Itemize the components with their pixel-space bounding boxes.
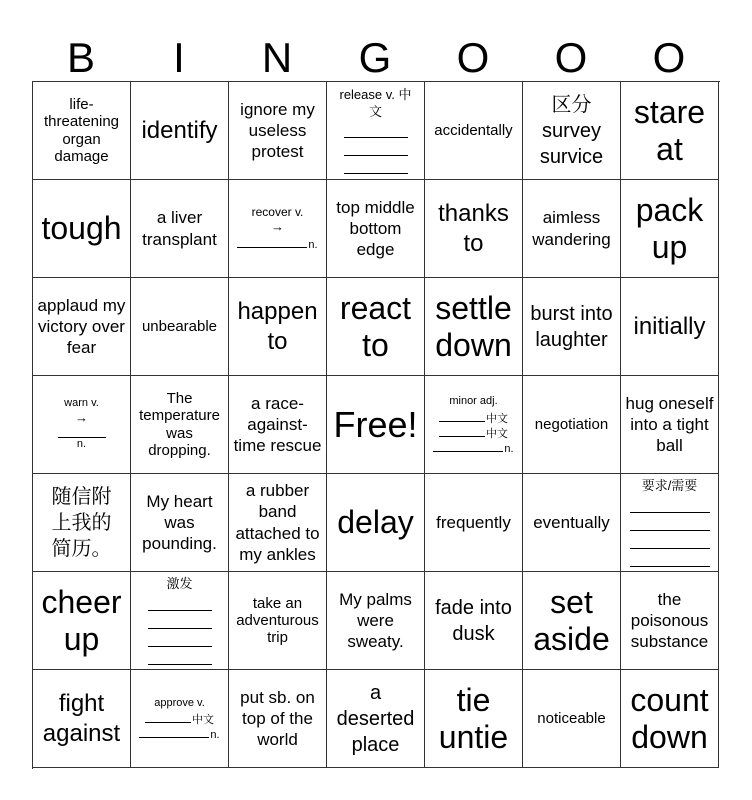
cell-text: a rubber band attached to my ankles <box>235 481 320 564</box>
arrow-icon: → <box>75 409 88 425</box>
cell-text: thanks to <box>438 199 509 257</box>
bingo-cell[interactable] <box>621 572 719 670</box>
bingo-cell[interactable] <box>131 474 229 572</box>
cell-text: accidentally <box>434 121 513 139</box>
bingo-cell[interactable] <box>229 82 327 180</box>
bingo-cell[interactable] <box>523 82 621 180</box>
cell-text: pack up <box>635 191 704 265</box>
cell-text: negotiation <box>534 415 609 433</box>
bingo-cell[interactable] <box>523 670 621 768</box>
cell-text: My heart was pounding. <box>142 491 217 554</box>
cell-text: burst into laughter <box>530 302 613 351</box>
bingo-cell[interactable] <box>131 572 229 670</box>
bingo-cell[interactable] <box>33 376 131 474</box>
bingo-cell[interactable] <box>621 180 719 278</box>
cell-text: Free! <box>333 403 418 445</box>
blank-line <box>439 409 485 422</box>
cell-text: noticeable <box>537 709 606 727</box>
blank-line <box>433 439 503 452</box>
blank-line <box>148 629 212 647</box>
blank-row <box>433 439 513 454</box>
header-letter-7: O <box>652 34 686 81</box>
bingo-cell[interactable] <box>425 180 523 278</box>
bingo-cell[interactable] <box>229 376 327 474</box>
cell-text: happen to <box>237 297 318 355</box>
bingo-cell[interactable] <box>621 670 719 768</box>
bingo-cell[interactable] <box>131 180 229 278</box>
blank-line <box>145 710 191 723</box>
blank-line <box>148 611 212 629</box>
bingo-cell[interactable] <box>621 474 719 572</box>
blank-line <box>630 495 710 513</box>
bingo-cell[interactable] <box>425 572 523 670</box>
cell-text: ignore my useless protest <box>240 99 315 162</box>
bingo-cell[interactable] <box>33 474 131 572</box>
cell-text: n. <box>76 438 87 451</box>
cell-text: put sb. on top of the world <box>240 687 315 750</box>
bingo-cell[interactable] <box>425 670 523 768</box>
cell-text: n. <box>308 238 318 251</box>
cell-text: approve v. <box>154 696 205 709</box>
cell-text: hug oneself into a tight ball <box>625 393 714 456</box>
bingo-cell[interactable] <box>425 376 523 474</box>
cell-text: react to <box>339 289 412 363</box>
cell-text: untie <box>438 718 509 755</box>
bingo-cell[interactable] <box>327 82 425 180</box>
cell-text: 要求/需要 <box>641 478 698 494</box>
blank-row <box>139 725 219 740</box>
cell-text: a liver transplant <box>142 208 217 249</box>
blank-line <box>148 593 212 611</box>
bingo-cell[interactable] <box>523 376 621 474</box>
cell-text: top middle bottom edge <box>336 197 415 260</box>
bingo-cell[interactable] <box>229 670 327 768</box>
cell-text: tough <box>41 210 122 247</box>
header-letter-1: B <box>66 34 95 81</box>
cell-text: delay <box>337 504 414 541</box>
blank-line <box>630 549 710 567</box>
blank-line <box>344 120 408 138</box>
bingo-cell[interactable] <box>425 474 523 572</box>
bingo-cell[interactable] <box>33 670 131 768</box>
cell-text: n. <box>210 729 220 742</box>
header-letter-2: I <box>173 34 185 81</box>
bingo-cell[interactable] <box>229 572 327 670</box>
cell-text: recover v. <box>251 205 304 220</box>
blank-line <box>237 235 307 248</box>
bingo-header <box>32 36 718 80</box>
bingo-cell[interactable] <box>33 278 131 376</box>
blank-line <box>439 424 485 437</box>
bingo-cell[interactable] <box>131 82 229 180</box>
cell-text: warn v. <box>64 397 99 410</box>
cell-text: life-threatening organ damage <box>43 96 120 165</box>
cell-text: count down <box>630 681 709 755</box>
blank-line <box>630 513 710 531</box>
bingo-cell[interactable] <box>523 278 621 376</box>
cell-text: initially <box>633 312 706 340</box>
cell-text: survice <box>539 145 604 168</box>
bingo-cell[interactable] <box>33 180 131 278</box>
cell-text: 区分 <box>551 93 592 116</box>
cell-text: fade into dusk <box>435 596 512 645</box>
bingo-cell[interactable] <box>621 278 719 376</box>
cell-text: identify <box>141 116 218 144</box>
header-letter-6: O <box>554 34 588 81</box>
cell-text: 激发 <box>166 576 193 592</box>
bingo-board <box>32 81 720 769</box>
header-letter-3: N <box>261 34 293 81</box>
header-letter-5: O <box>456 34 490 81</box>
bingo-cell[interactable] <box>621 82 719 180</box>
bingo-cell[interactable] <box>327 180 425 278</box>
bingo-cell[interactable] <box>523 180 621 278</box>
cell-text: applaud my victory over fear <box>37 295 126 358</box>
cell-text: 随信附上我的简历。 <box>51 485 112 560</box>
bingo-cell[interactable] <box>523 572 621 670</box>
blank-line <box>139 725 209 738</box>
bingo-cell[interactable] <box>229 278 327 376</box>
cell-text: settle down <box>435 289 512 363</box>
free-space[interactable] <box>327 376 425 474</box>
bingo-cell[interactable] <box>229 180 327 278</box>
cell-text: n. <box>504 442 514 455</box>
cell-text: tie <box>456 681 491 718</box>
bingo-cell[interactable] <box>523 474 621 572</box>
cell-text: release v. 中文 <box>339 87 412 119</box>
cell-text: 中文 <box>486 412 508 425</box>
bingo-cell[interactable] <box>33 82 131 180</box>
cell-text: The temperature was dropping. <box>139 390 220 459</box>
header-letter-4: G <box>358 34 392 81</box>
cell-text: minor adj. <box>449 395 498 408</box>
blank-line <box>344 156 408 174</box>
cell-text: My palms were sweaty. <box>339 589 412 652</box>
bingo-cell[interactable] <box>131 670 229 768</box>
cell-text: 中文 <box>192 714 214 727</box>
arrow-icon: → <box>271 219 284 235</box>
bingo-cell[interactable] <box>229 474 327 572</box>
blank-line <box>344 138 408 156</box>
cell-text: frequently <box>436 512 511 532</box>
blank-row <box>145 710 214 725</box>
blank-line <box>630 531 710 549</box>
blank-line <box>148 647 212 665</box>
bingo-cell[interactable] <box>327 474 425 572</box>
bingo-cell[interactable] <box>131 376 229 474</box>
cell-text: eventually <box>533 512 610 532</box>
cell-text: cheer up <box>41 583 122 657</box>
cell-text: the poisonous substance <box>630 589 709 652</box>
bingo-cell[interactable] <box>131 278 229 376</box>
bingo-cell[interactable] <box>327 572 425 670</box>
bingo-cell[interactable] <box>425 278 523 376</box>
bingo-cell[interactable] <box>327 278 425 376</box>
cell-text: take an adventurous trip <box>236 594 319 647</box>
cell-text: aimless wandering <box>532 208 611 249</box>
cell-text: unbearable <box>141 317 218 335</box>
blank-row <box>439 424 508 439</box>
cell-text: a deserted place <box>336 681 415 756</box>
cell-text: survey <box>542 119 601 142</box>
cell-text: a race-against-time rescue <box>233 393 322 456</box>
blank-line <box>58 425 106 438</box>
bingo-cell[interactable] <box>327 670 425 768</box>
cell-text: stare at <box>633 93 706 167</box>
bingo-cell[interactable] <box>33 572 131 670</box>
bingo-cell[interactable] <box>425 82 523 180</box>
bingo-cell[interactable] <box>621 376 719 474</box>
blank-row <box>439 409 508 424</box>
cell-text: fight against <box>42 689 121 747</box>
blank-row <box>237 235 317 252</box>
cell-text: set aside <box>533 583 610 657</box>
cell-text: 中文 <box>486 427 508 440</box>
